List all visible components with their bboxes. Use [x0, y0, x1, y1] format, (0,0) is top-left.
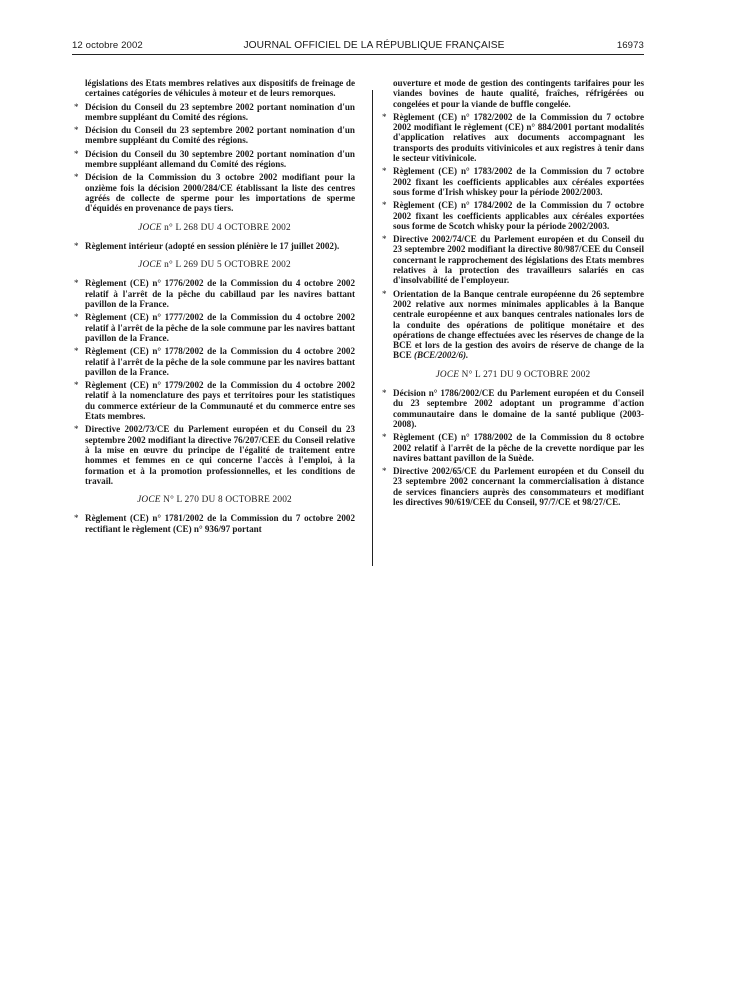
asterisk-bullet-icon: *	[74, 148, 79, 159]
list-item	[382, 289, 644, 361]
list-item	[382, 432, 644, 463]
continued-entry	[74, 78, 355, 99]
entry-text: Règlement (CE) n° 1783/2002 de la Commission du 7 octobre 2002 fixant les coefficients applicables aux céréales exportées sous forme d'Irish whiskey pour la période 2002/2003.	[393, 166, 644, 197]
entry-text: Orientation de la Banque centrale européenne du 26 septembre 2002 relative aux normes minimales applicables à la Banque centrale européenne et aux banques centrales nationales lors de la conduite des opérations de politique monétaire et des opérations de change effectuées avec les réserves de change de la BCE et lors de la gestion des avoirs de réserve de change de la BCE	[393, 288, 644, 361]
left-column	[74, 78, 355, 537]
asterisk-bullet-icon: *	[74, 125, 79, 136]
asterisk-bullet-icon: *	[74, 513, 79, 524]
entry-text: Règlement (CE) n° 1782/2002 de la Commission du 7 octobre 2002 modifiant le règlement (CE) n° 884/2001 portant modalités d'application relatives aux documents accompagnant les transports des produits vitivinicoles et aux registres à tenir dans le secteur vitivinicole.	[393, 111, 644, 164]
list-item	[74, 380, 355, 421]
list-item	[382, 200, 644, 231]
entry-text: ouverture et mode de gestion des contingents tarifaires pour les viandes bovines de haute qualité, fraîches, réfrigérées ou congelées et pour la viande de buffle congelée.	[393, 78, 644, 109]
entry-text: Règlement (CE) n° 1778/2002 de la Commission du 4 octobre 2002 relatif à l'arrêt de la pêche de la sole commune par les navires battant pavillon de la France.	[85, 346, 355, 377]
entry-text: Décision de la Commission du 3 octobre 2002 modifiant pour la onzième fois la décision 2000/284/CE établissant la liste des centres agréés de collecte de sperme pour les importations de sperme d'équidés en provenance de pays tiers.	[85, 172, 355, 214]
entry-text: Directive 2002/65/CE du Parlement européen et du Conseil du 23 septembre 2002 concernant la commercialisation à distance de services financiers auprès des consommateurs et modifiant les directives 90/619/CEE du Conseil, 97/7/CE et 98/27/CE.	[393, 466, 644, 507]
asterisk-bullet-icon: *	[382, 234, 387, 245]
asterisk-bullet-icon: *	[74, 424, 79, 435]
entry-text: Règlement (CE) n° 1776/2002 de la Commission du 4 octobre 2002 relatif à l'arrêt de la pêche du cabillaud par les navires battant pavillon de la France.	[85, 278, 355, 310]
joce-issue-heading	[74, 223, 355, 233]
header-page-number: 16973	[616, 40, 644, 51]
column-divider	[372, 90, 373, 566]
list-item	[74, 172, 355, 213]
continued-entry	[382, 78, 644, 109]
list-item	[74, 346, 355, 377]
list-item	[382, 388, 644, 429]
asterisk-bullet-icon: *	[74, 312, 79, 323]
list-item	[74, 241, 355, 251]
joce-label: JOCE	[138, 222, 162, 233]
joce-issue-number: N° L 270 DU 8 OCTOBRE 2002	[160, 495, 292, 506]
asterisk-bullet-icon: *	[382, 466, 387, 477]
list-item	[74, 149, 355, 170]
asterisk-bullet-icon: *	[74, 101, 79, 112]
entry-text: Décision du Conseil du 23 septembre 2002 portant nomination d'un membre suppléant du Comité des régions.	[85, 125, 355, 146]
entry-text: Décision du Conseil du 23 septembre 2002 portant nomination d'un membre suppléant du Comité des régions.	[85, 101, 355, 122]
entry-text: Directive 2002/73/CE du Parlement européen et du Conseil du 23 septembre 2002 modifiant la directive 76/207/CEE du Conseil relative à la mise en œuvre du principe de l'égalité de traitement entre hommes et femmes en ce qui concerne l'accès à l'emploi, à la formation et à la promotion professionnelles, et les conditions de travail.	[85, 424, 355, 486]
asterisk-bullet-icon: *	[382, 200, 387, 211]
entry-text: Règlement (CE) n° 1777/2002 de la Commission du 4 octobre 2002 relatif à l'arrêt de la pêche de la sole commune par les navires battant pavillon de la France.	[85, 312, 355, 343]
list-item	[74, 125, 355, 146]
asterisk-bullet-icon: *	[382, 432, 387, 443]
right-column	[382, 78, 644, 510]
entry-text: Directive 2002/74/CE du Parlement européen et du Conseil du 23 septembre 2002 modifiant la directive 80/987/CEE du Conseil concernant le rapprochement des législations des Etats membres relatives à la protection des travailleurs salariés en cas d'insolvabilité de l'employeur.	[393, 234, 644, 286]
entry-text: législations des Etats membres relatives aux dispositifs de freinage de certaines catégories de véhicules à moteur et de leurs remorques.	[85, 78, 355, 99]
asterisk-bullet-icon: *	[382, 111, 387, 122]
asterisk-bullet-icon: *	[74, 278, 79, 289]
joce-issue-heading	[382, 370, 644, 380]
list-item	[382, 112, 644, 163]
asterisk-bullet-icon: *	[382, 288, 387, 299]
header-date: 12 octobre 2002	[72, 40, 143, 51]
entry-reference: (BCE/2002/6).	[411, 350, 469, 361]
joce-label: JOCE	[435, 369, 460, 380]
entry-text: Règlement intérieur (adopté en session plénière le 17 juillet 2002).	[85, 240, 340, 251]
list-item	[74, 513, 355, 534]
header-rule	[72, 54, 644, 55]
entry-text: Décision n° 1786/2002/CE du Parlement européen et du Conseil du 23 septembre 2002 adoptant un programme d'action communautaire dans le domaine de la santé publique (2003-2008).	[393, 388, 644, 429]
entry-text: Règlement (CE) n° 1781/2002 de la Commission du 7 octobre 2002 rectifiant le règlement (CE) n° 936/97 portant	[85, 513, 355, 534]
entry-text: Règlement (CE) n° 1779/2002 de la Commission du 4 octobre 2002 relatif à la nomenclature des pays et territoires pour les statistiques du commerce extérieur de la Communauté et du commerce entre ses Etats membres.	[85, 380, 355, 422]
list-item	[74, 102, 355, 123]
asterisk-bullet-icon: *	[74, 240, 79, 251]
joce-issue-heading	[74, 260, 355, 270]
joce-issue-heading	[74, 495, 355, 505]
joce-issue-number: N° L 271 DU 9 OCTOBRE 2002	[459, 369, 591, 380]
entry-text: Décision du Conseil du 30 septembre 2002 portant nomination d'un membre suppléant allemand du Comité des régions.	[85, 148, 355, 170]
list-item	[382, 166, 644, 197]
joce-label: JOCE	[138, 260, 162, 271]
list-item	[74, 424, 355, 486]
list-item	[74, 278, 355, 309]
joce-issue-number: n° L 269 DU 5 OCTOBRE 2002	[161, 260, 291, 271]
entry-text: Règlement (CE) n° 1788/2002 de la Commission du 8 octobre 2002 relatif à l'arrêt de la pêche de la crevette nordique par les navires battant pavillon de la Suède.	[393, 432, 644, 463]
list-item	[382, 466, 644, 507]
asterisk-bullet-icon: *	[382, 166, 387, 177]
header-journal-title: JOURNAL OFFICIEL DE LA RÉPUBLIQUE FRANÇAISE	[243, 40, 505, 51]
asterisk-bullet-icon: *	[74, 346, 79, 357]
entry-text: Règlement (CE) n° 1784/2002 de la Commission du 7 octobre 2002 fixant les coefficients applicables aux céréales exportées sous forme de Scotch whisky pour la période 2002/2003.	[393, 200, 644, 231]
list-item	[382, 234, 644, 285]
list-item	[74, 312, 355, 343]
asterisk-bullet-icon: *	[74, 172, 79, 183]
joce-issue-number: n° L 268 DU 4 OCTOBRE 2002	[161, 222, 291, 233]
asterisk-bullet-icon: *	[74, 380, 79, 391]
joce-label: JOCE	[137, 495, 161, 506]
asterisk-bullet-icon: *	[382, 388, 387, 399]
